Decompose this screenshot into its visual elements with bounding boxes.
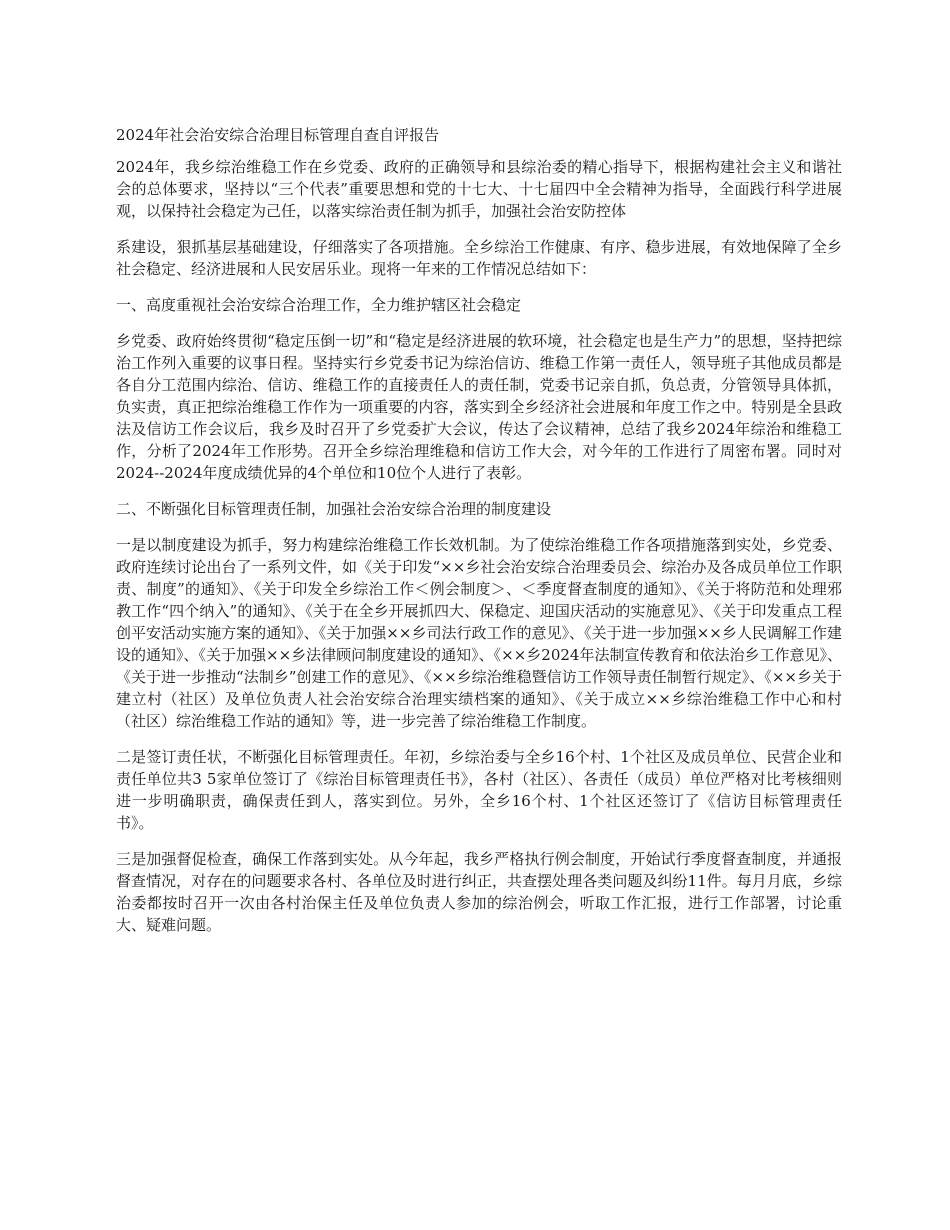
document-title: 2024年社会治安综合治理目标管理自查自评报告	[116, 126, 440, 144]
paragraph-item-2: 二是签订责任状，不断强化目标管理责任。年初，乡综治委与全乡16个村、1个社区及成员单位、民营企业和责任单位共3 5家单位签订了《综治目标管理责任书》，各村（社区）、各责任（成员）单位严格对比考核细则进一步明确职责，确保责任到人，落实到位。另外，全乡16个村、1个社区还签订了《信访目标管理责任书》。	[116, 748, 842, 832]
paragraph-item-1: 一是以制度建设为抓手，努力构建综治维稳工作长效机制。为了使综治维稳工作各项措施落到实处，乡党委、政府连续讨论出台了一系列文件，如《关于印发“××乡社会治安综合治理委员会、综治办及各成员单位工作职责、制度”的通知》、《关于印发全乡综治工作＜例会制度＞、＜季度督查制度的通知》、《关于将防范和处理邪教工作“四个纳入”的通知》、《关于在全乡开展抓四大、保稳定、迎国庆活动的实施意见》、《关于印发重点工程创平安活动实施方案的通知》、《关于加强××乡司法行政工作的意见》、《关于进一步加强××乡人民调解工作建设的通知》、《关于加强××乡法律顾问制度建设的通知》、《××乡2024年法制宣传教育和依法治乡工作意见》、《关于进一步推动“法制乡”创建工作的意见》、《××乡综治维稳暨信访工作领导责任制暂行规定》、《××乡关于建立村（社区）及单位负责人社会治安综合治理实绩档案的通知》、《关于成立××乡综治维稳工作中心和村（社区）综治维稳工作站的通知》等，进一步完善了综治维稳工作制度。	[116, 536, 842, 730]
section-heading-1: 一、高度重视社会治安综合治理工作，全力维护辖区社会稳定	[116, 296, 522, 314]
section-heading-2: 二、不断强化目标管理责任制，加强社会治安综合治理的制度建设	[116, 500, 552, 518]
paragraph-section-1: 乡党委、政府始终贯彻“稳定压倒一切”和“稳定是经济进展的软环境，社会稳定也是生产力”的思想，坚持把综治工作列入重要的议事日程。坚持实行乡党委书记为综治信访、维稳工作第一责任人，领导班子其他成员都是各自分工范围内综治、信访、维稳工作的直接责任人的责任制，党委书记亲自抓，负总责，分管领导具体抓，负实责，真正把综治维稳工作作为一项重要的内容，落实到全乡经济社会进展和年度工作之中。特别是全县政法及信访工作会议后，我乡及时召开了乡党委扩大会议，传达了会议精神，总结了我乡2024年综治和维稳工作，分析了2024年工作形势。召开全乡综治理维稳和信访工作大会，对今年的工作进行了周密布署。同时对2024--2024年度成绩优异的4个单位和10位个人进行了表彰。	[116, 332, 842, 482]
paragraph-intro: 2024年，我乡综治维稳工作在乡党委、政府的正确领导和县综治委的精心指导下，根据构建社会主义和谐社会的总体要求，坚持以“三个代表”重要思想和党的十七大、十七届四中全会精神为指导，全面践行科学进展观，以保持社会稳定为己任，以落实综治责任制为抓手，加强社会治安防控体	[116, 158, 842, 220]
paragraph-item-3: 三是加强督促检查，确保工作落到实处。从今年起，我乡严格执行例会制度，开始试行季度督查制度，并通报督查情况，对存在的问题要求各村、各单位及时进行纠正，共查摆处理各类问题及纠纷11件。每月月底，乡综治委都按时召开一次由各村治保主任及单位负责人参加的综治例会，听取工作汇报，进行工作部署，讨论重大、疑难问题。	[116, 850, 842, 934]
document-page	[116, 124, 842, 950]
paragraph-intro-continued: 系建设，狠抓基层基础建设，仔细落实了各项措施。全乡综治工作健康、有序、稳步进展，有效地保障了全乡社会稳定、经济进展和人民安居乐业。现将一年来的工作情况总结如下：	[116, 238, 842, 278]
